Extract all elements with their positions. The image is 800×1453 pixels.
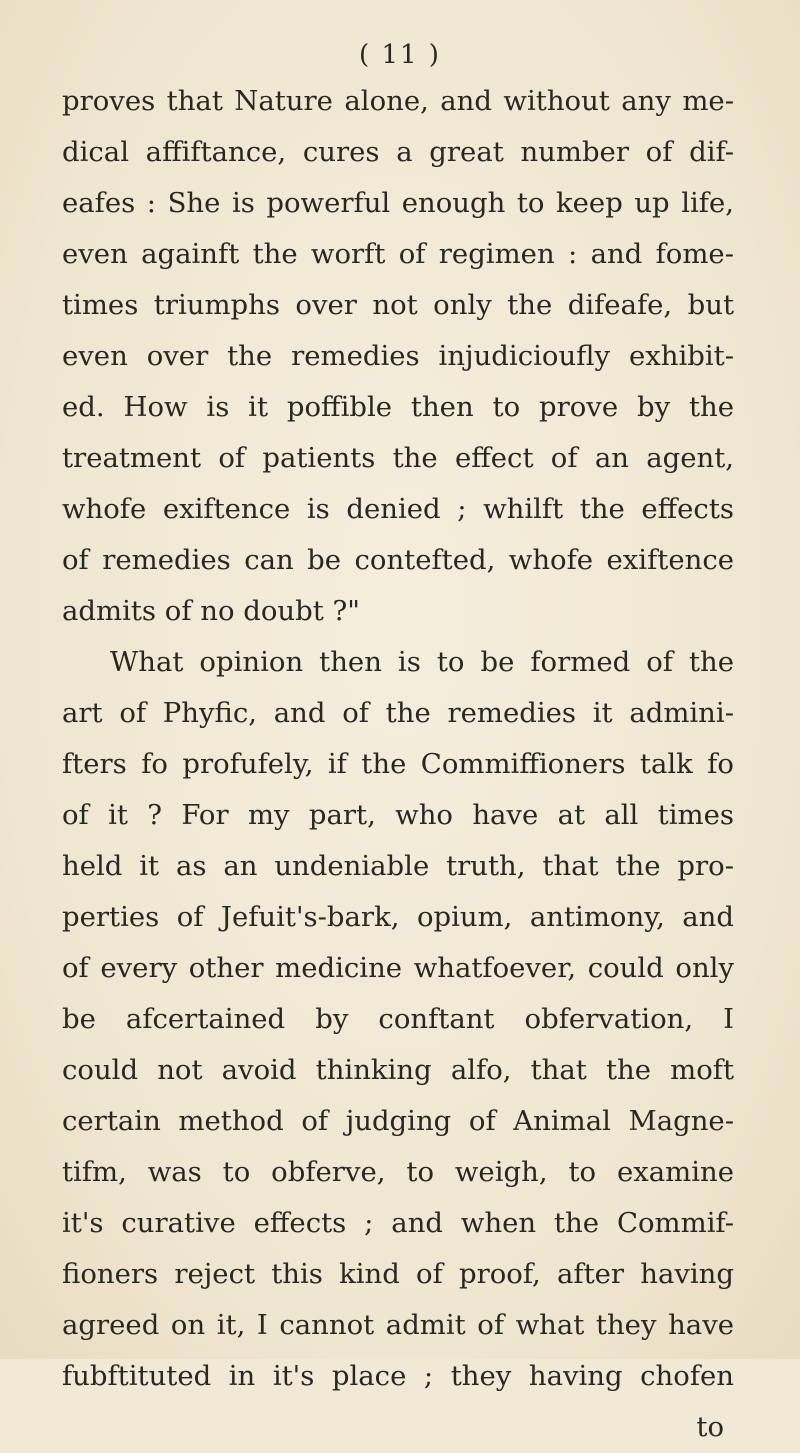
text-line: held it as an undeniable truth, that the pro-	[62, 850, 734, 882]
text-line: perties of Jefuit's-bark, opium, antimony, and	[62, 901, 734, 933]
text-line: fioners reject this kind of proof, after having	[62, 1258, 734, 1290]
text-line: certain method of judging of Animal Magne-	[62, 1105, 734, 1137]
text-line: whofe exiftence is denied ; whilft the effects	[62, 493, 734, 525]
text-line: of remedies can be contefted, whofe exiftence	[62, 544, 734, 576]
text-line: eafes : She is powerful enough to keep up life,	[62, 187, 734, 219]
text-line: of every other medicine whatfoever, could only	[62, 952, 734, 984]
text-line: art of Phyfic, and of the remedies it admini-	[62, 697, 734, 729]
text-line: fubftituted in it's place ; they having chofen	[62, 1360, 734, 1392]
text-line: it's curative effects ; and when the Commif-	[62, 1207, 734, 1239]
page-number: ( 11 )	[359, 40, 441, 70]
text-line: proves that Nature alone, and without any me-	[62, 85, 734, 117]
text-line: ed. How is it poffible then to prove by the	[62, 391, 734, 423]
paragraph-start-line: What opinion then is to be formed of the	[110, 646, 734, 678]
text-line: fters fo profufely, if the Commiffioners talk fo	[62, 748, 734, 780]
text-line: agreed on it, I cannot admit of what they have	[62, 1309, 734, 1341]
text-line: be afcertained by conftant obfervation, I	[62, 1003, 734, 1035]
text-line: admits of no doubt ?"	[62, 595, 360, 627]
catchword: to	[696, 1411, 724, 1443]
text-line: of it ? For my part, who have at all times	[62, 799, 734, 831]
text-line: even over the remedies injudicioufly exhibit-	[62, 340, 734, 372]
text-line: times triumphs over not only the difeafe, but	[62, 289, 734, 321]
body-text	[62, 76, 734, 1453]
text-line: treatment of patients the effect of an agent,	[62, 442, 734, 474]
text-line: even againft the worft of regimen : and fome-	[62, 238, 734, 270]
text-line: tifm, was to obferve, to weigh, to examine	[62, 1156, 734, 1188]
text-line: could not avoid thinking alfo, that the moft	[62, 1054, 734, 1086]
text-line: dical affiftance, cures a great number of dif-	[62, 136, 734, 168]
